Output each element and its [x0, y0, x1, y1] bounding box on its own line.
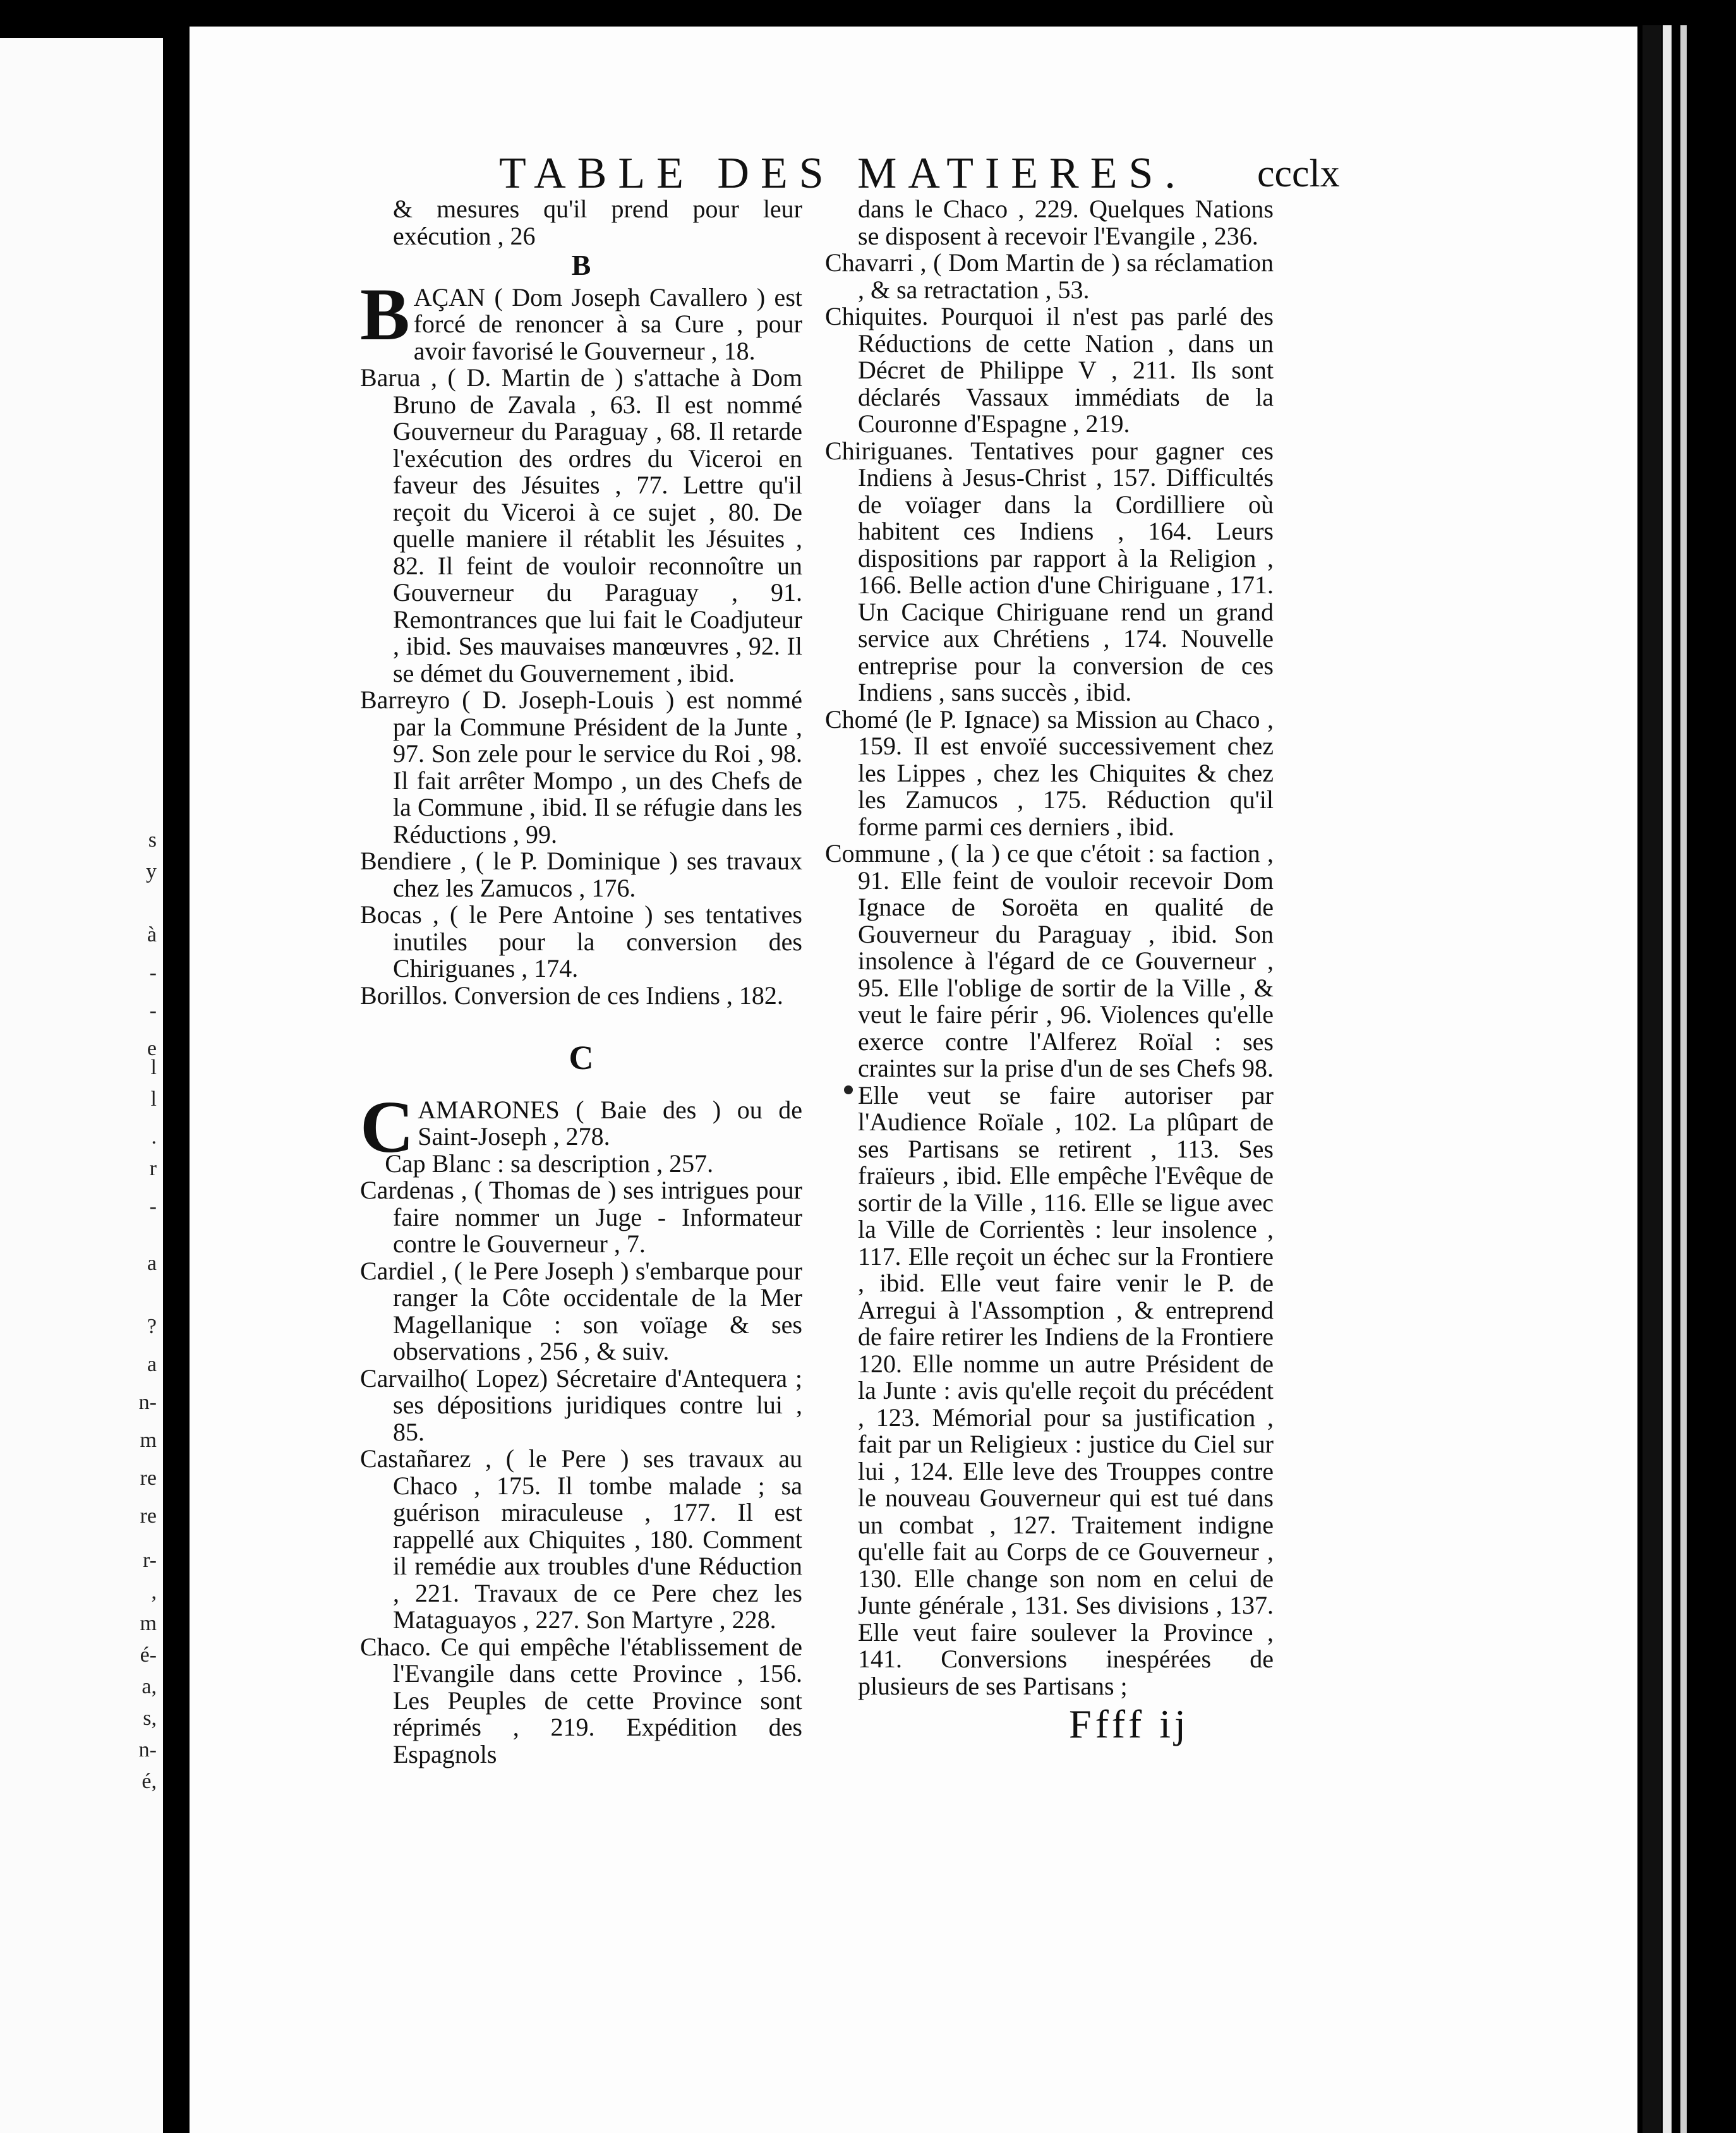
margin-fragment: -: [149, 999, 157, 1022]
index-column-left: [360, 196, 802, 1768]
drop-cap: C: [360, 1085, 414, 1168]
index-entry: Chavarri , ( Dom Martin de ) sa réclamation , & sa retractation , 53.: [825, 248, 1274, 304]
margin-fragment: é,: [142, 1770, 157, 1793]
page-stack-edge: [1680, 25, 1687, 2133]
margin-fragment: à: [147, 923, 157, 946]
margin-fragment: l: [150, 1056, 157, 1079]
margin-fragment: re: [140, 1504, 157, 1528]
margin-fragment: ?: [147, 1315, 157, 1338]
index-column-right: [825, 196, 1274, 1700]
index-entry: Chiriguanes. Tentatives pour gagner ces Indiens à Jesus-Christ , 157. Difficultés de voïager dans la Cordilliere où habitent ces Indiens , 164. Leurs dispositions par rapport à la Religion , 166. Belle action d'une Chiriguane , 171. Un Cacique Chiriguane rend un grand service aux Chrétiens , 174. Nouvelle entreprise pour la conversion de ces Indiens , sans succès , ibid.: [825, 436, 1274, 706]
margin-fragment: n-: [138, 1738, 157, 1761]
index-entry-text: AÇAN ( Dom Joseph Cavallero ) est forcé de renoncer à sa Cure , pour avoir favorisé le Gouverneur , 18.: [413, 282, 802, 365]
index-entry: Commune , ( la ) ce que c'étoit : sa faction , 91. Elle feint de vouloir recevoir Dom Ignace de Soroëta en qualité de Gouverneur du Paraguay , ibid. Son insolence à l'égard de ce Gouverneur , 95. Elle l'oblige de sortir de la Ville , & veut le faire périr , 96. Violences qu'elle exerce contre l'Alferez Roïal : ses craintes sur la prise d'un de ses Chefs 98. Elle veut se faire autoriser par l'Audience Roïale , 102. La plûpart de ses Partisans se retirent , 113. Ses fraïeurs , ibid. Elle empêche l'Evêque de sortir de la Ville , 116. Elle se ligue avec la Ville de Corrientès : leur insolence , 117. Elle reçoit un échec sur la Frontiere , ibid. Elle veut faire venir le P. de Arregui à l'Assomption , & entreprend de faire retirer les Indiens de la Frontiere 120. Elle nomme un autre Président de la Junte : avis qu'elle reçoit du précédent , 123. Mémorial pour sa justification , fait par un Religieux : justice du Ciel sur lui , 124. Elle leve des Trouppes contre le nouveau Gouverneur qui est tué dans un combat , 127. Traitement indigne qu'elle fait au Corps de ce Gouverneur , 130. Elle change son nom en celui de Junte générale , 131. Ses divisions , 137. Elle veut faire soulever la Province , 141. Conversions inespérées de plusieurs de ses Partisans ;: [825, 839, 1274, 1700]
index-entry: [360, 272, 802, 365]
index-entry: Chaco. Ce qui empêche l'établissement de l'Evangile dans cette Province , 156. Les Peuples de cette Province sont réprimés , 219. Expédition des Espagnols: [360, 1632, 802, 1768]
margin-fragment: ,: [151, 1580, 157, 1604]
previous-page-edge: [0, 38, 163, 2133]
index-entry: Barreyro ( D. Joseph-Louis ) est nommé par la Commune Président de la Junte , 97. Son zele pour le service du Roi , 98. Il fait arrêter Mompo , un des Chefs de la Commune , ibid. Il se réfugie dans les Réductions , 99.: [360, 686, 802, 849]
margin-fragment: é-: [140, 1643, 157, 1667]
index-entry: Borillos. Conversion de ces Indiens , 182.: [360, 981, 783, 1010]
section-letter: B: [571, 249, 591, 281]
index-entry: Bendiere , ( le P. Dominique ) ses travaux chez les Zamucos , 176.: [360, 847, 802, 902]
margin-fragment: r: [149, 1157, 157, 1180]
margin-fragment: r-: [143, 1549, 157, 1572]
index-entry: Barua , ( D. Martin de ) s'attache à Dom Bruno de Zavala , 63. Il est nommé Gouverneur du Paraguay , 68. Il retarde l'exécution des ordres du Viceroi en faveur des Jésuites , 77. Lettre qu'il reçoit du Viceroi à ce sujet , 80. De quelle maniere il rétablit les Jésuites , 82. Il feint de vouloir reconnoître un Gouverneur du Paraguay , 91. Remontrances que lui fait le Coadjuteur , ibid. Ses mauvaises manœuvres , 92. Il se démet du Gouvernement , ibid.: [360, 363, 802, 687]
index-entry-text: AMARONES ( Baie des ) ou de Saint-Joseph , 278.: [418, 1095, 802, 1151]
index-entry: Castañarez , ( le Pere ) ses travaux au Chaco , 175. Il tombe malade ; sa guérison miraculeuse , 177. Il est rappellé aux Chiquites , 180. Comment il remédie aux troubles d'une Réduction , 221. Travaux de ce Pere chez les Mataguayos , 227. Son Martyre , 228.: [360, 1444, 802, 1634]
index-entry: Carvailho( Lopez) Sécretaire d'Antequera ; ses dépositions juridiques contre lui , 85.: [360, 1363, 802, 1446]
signature-mark: Ffff ij: [1069, 1701, 1190, 1746]
margin-fragment: -: [149, 1195, 157, 1218]
margin-fragment: s: [148, 828, 157, 852]
index-entry: Bocas , ( le Pere Antoine ) ses tentatives inutiles pour la conversion des Chiriguanes , 174.: [360, 900, 802, 982]
margin-fragment: l: [150, 1087, 157, 1111]
margin-fragment: s,: [143, 1707, 157, 1730]
ink-spot: [844, 1085, 853, 1094]
margin-fragment: a: [147, 1353, 157, 1376]
margin-fragment: .: [151, 1125, 157, 1149]
margin-fragment: y: [146, 860, 157, 883]
folio-page-number: ccclx: [1257, 152, 1340, 195]
page-stack-edge: [1663, 25, 1672, 2133]
margin-fragment: -: [149, 961, 157, 984]
index-entry: Chiquites. Pourquoi il n'est pas parlé des Réductions de cette Nation , dans un Décret de Philippe V , 211. Ils sont déclarés Vassaux immédiats de la Couronne d'Espagne , 219.: [825, 302, 1274, 438]
index-entry: Cardenas , ( Thomas de ) ses intrigues pour faire nommer un Juge - Informateur contre le Gouverneur , 7.: [360, 1176, 802, 1258]
margin-fragment: m: [140, 1612, 157, 1635]
index-entry: Cap Blanc : sa description , 257.: [385, 1149, 714, 1178]
page-binding-edge: [1643, 25, 1661, 2133]
index-entry: Cardiel , ( le Pere Joseph ) s'embarque pour ranger la Côte occidentale de la Mer Magellanique : son voïage & ses observations , 256 , & suiv.: [360, 1256, 802, 1365]
drop-cap: B: [360, 272, 410, 356]
section-letter: C: [569, 1039, 594, 1077]
index-entry: Chomé (le P. Ignace) sa Mission au Chaco , 159. Il est envoïé successivement chez les Lippes , chez les Chiquites & chez les Zamucos , 175. Réduction qu'il forme parmi ces derniers , ibid.: [825, 704, 1274, 841]
margin-fragment: e: [147, 1037, 157, 1060]
margin-fragment: a: [147, 1252, 157, 1275]
margin-fragment: m: [140, 1429, 157, 1452]
margin-fragment: n-: [138, 1391, 157, 1414]
index-entry: dans le Chaco , 229. Quelques Nations se disposent à recevoir l'Evangile , 236.: [858, 195, 1274, 250]
margin-fragment: re: [140, 1466, 157, 1490]
running-title: TABLE DES MATIERES.: [499, 149, 1187, 198]
margin-fragment: a,: [142, 1675, 157, 1698]
index-entry: & mesures qu'il prend pour leur exécution , 26: [393, 195, 802, 250]
